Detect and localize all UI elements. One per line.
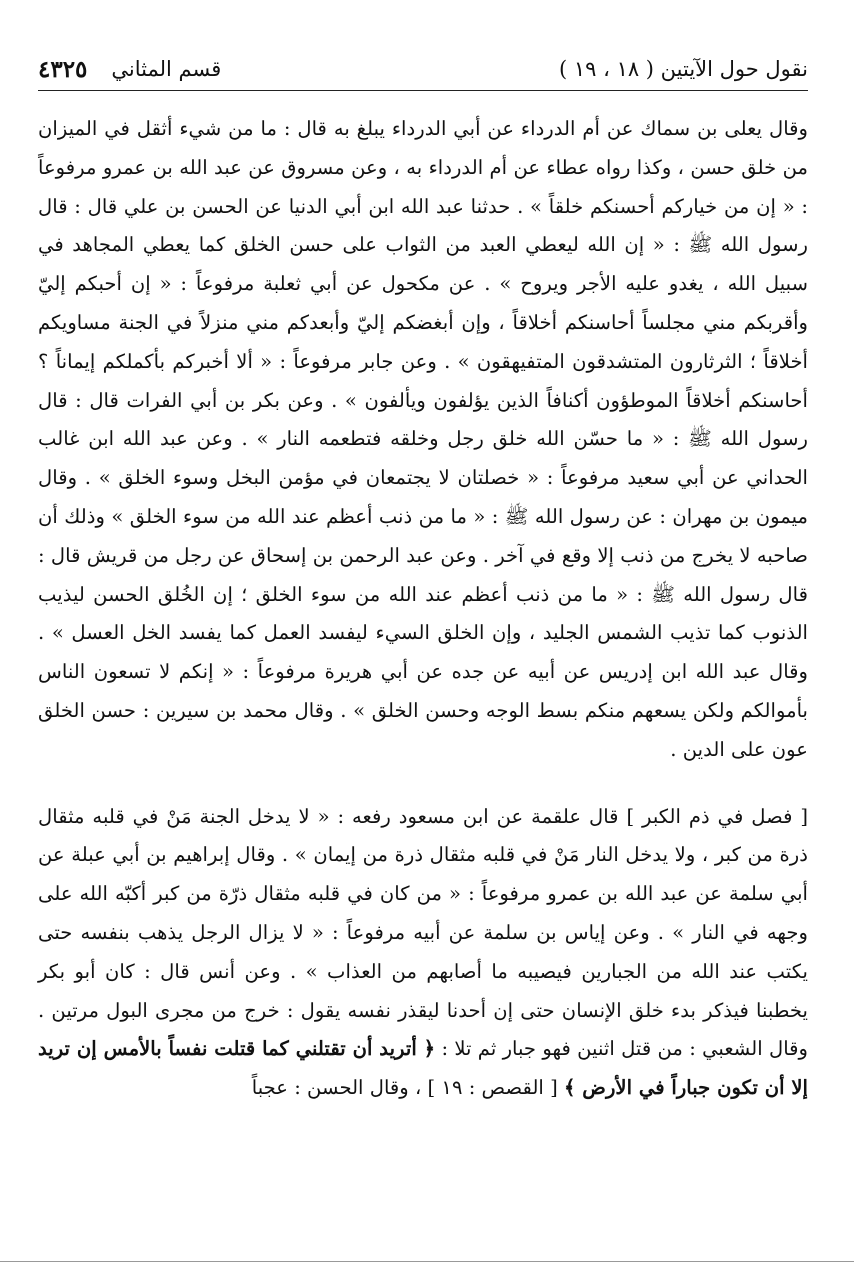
page-number: ٤٣٢٥ (38, 55, 88, 83)
paragraph-arrogance-text: [ فصل في ذم الكبر ] قال علقمة عن ابن مسعود رفعه : « لا يدخل الجنة مَنْ في قلبه مثقال ذرة من كبر ، ولا يدخل النار مَنْ في قلبه مثقال ذرة من إيمان » . وقال إبراهيم بن أبي عبلة عن أبي سلمة عن عبد الله بن عمرو مرفوعاً : « من كان في قلبه مثقال ذرّة من كبر أكبّه الله على وجهه في النار » . وعن إياس بن سلمة عن أبيه مرفوعاً : « لا يزال الرجل يذهب بنفسه حتى يكتب عند الله من الجبارين فيصيبه ما أصابهم من العذاب » . وعن أنس قال : كان أبو بكر يخطبنا فيذكر بدء خلق الإنسان حتى إن أحدنا ليقذر نفسه يقول : خرج من مجرى البول مرتين . وقال الشعبي : من قتل اثنين فهو جبار ثم تلا : (38, 804, 809, 1061)
running-header (38, 48, 808, 91)
paragraph-arrogance (38, 798, 808, 1108)
section-name: قسم المثاني (111, 57, 222, 81)
page-body (38, 110, 808, 1108)
bottom-edge (0, 1261, 854, 1264)
quran-verse: ﴿ أتريد أن تقتلني كما قتلت نفساً بالأمس إن تريد إلا أن تكون جباراً في الأرض ﴾ (38, 1037, 808, 1100)
verse-reference: [ القصص : ١٩ ] ، وقال الحسن : عجباً (251, 1076, 558, 1100)
paragraph-separator (38, 770, 808, 798)
paragraph-good-character: وقال يعلى بن سماك عن أم الدرداء عن أبي الدرداء يبلغ به قال : ما من شيء أثقل في الميزان من خلق حسن ، وكذا رواه عطاء عن أم الدرداء به ، وعن مسروق عن عبد الله بن عمرو مرفوعاً : « إن من خياركم أحسنكم خلقاً » . حدثنا عبد الله ابن أبي الدنيا عن الحسن بن علي قال : قال رسول الله ﷺ : « إن الله ليعطي العبد من الثواب على حسن الخلق كما يعطي المجاهد في سبيل الله ، يغدو عليه الأجر ويروح » . عن مكحول عن أبي ثعلبة مرفوعاً : « إن أحبكم إليّ وأقربكم مني مجلساً أحاسنكم أخلاقاً ، وإن أبغضكم إليّ وأبعدكم مني منزلاً في الجنة مساويكم أخلاقاً ؛ الثرثارون المتشدقون المتفيهقون » . وعن جابر مرفوعاً : « ألا أخبركم بأكملكم إيماناً ؟ أحاسنكم أخلاقاً الموطؤون أكنافاً الذين يؤلفون ويألفون » . وعن بكر بن أبي الفرات قال : قال رسول الله ﷺ : « ما حسّن الله خلق رجل وخلقه فتطعمه النار » . وعن عبد الله ابن غالب الحداني عن أبي سعيد مرفوعاً : « خصلتان لا يجتمعان في مؤمن البخل وسوء الخلق » . وقال ميمون بن مهران : عن رسول الله ﷺ : « ما من ذنب أعظم عند الله من سوء الخلق » وذلك أن صاحبه لا يخرج من ذنب إلا وقع في آخر . وعن عبد الرحمن بن إسحاق عن رجل من قريش قال : قال رسول الله ﷺ : « ما من ذنب أعظم عند الله من سوء الخلق ؛ إن الخُلق الحسن ليذيب الذنوب كما تذيب الشمس الجليد ، وإن الخلق السيء ليفسد العمل كما يفسد الخل العسل » . وقال عبد الله ابن إدريس عن أبيه عن جده عن أبي هريرة مرفوعاً : « إنكم لا تسعون الناس بأموالكم ولكن يسعهم منكم بسط الوجه وحسن الخلق » . وقال محمد بن سيرين : حسن الخلق عون على الدين . (38, 117, 808, 761)
chapter-title: نقول حول الآيتين ( ١٨ ، ١٩ ) (558, 57, 808, 81)
